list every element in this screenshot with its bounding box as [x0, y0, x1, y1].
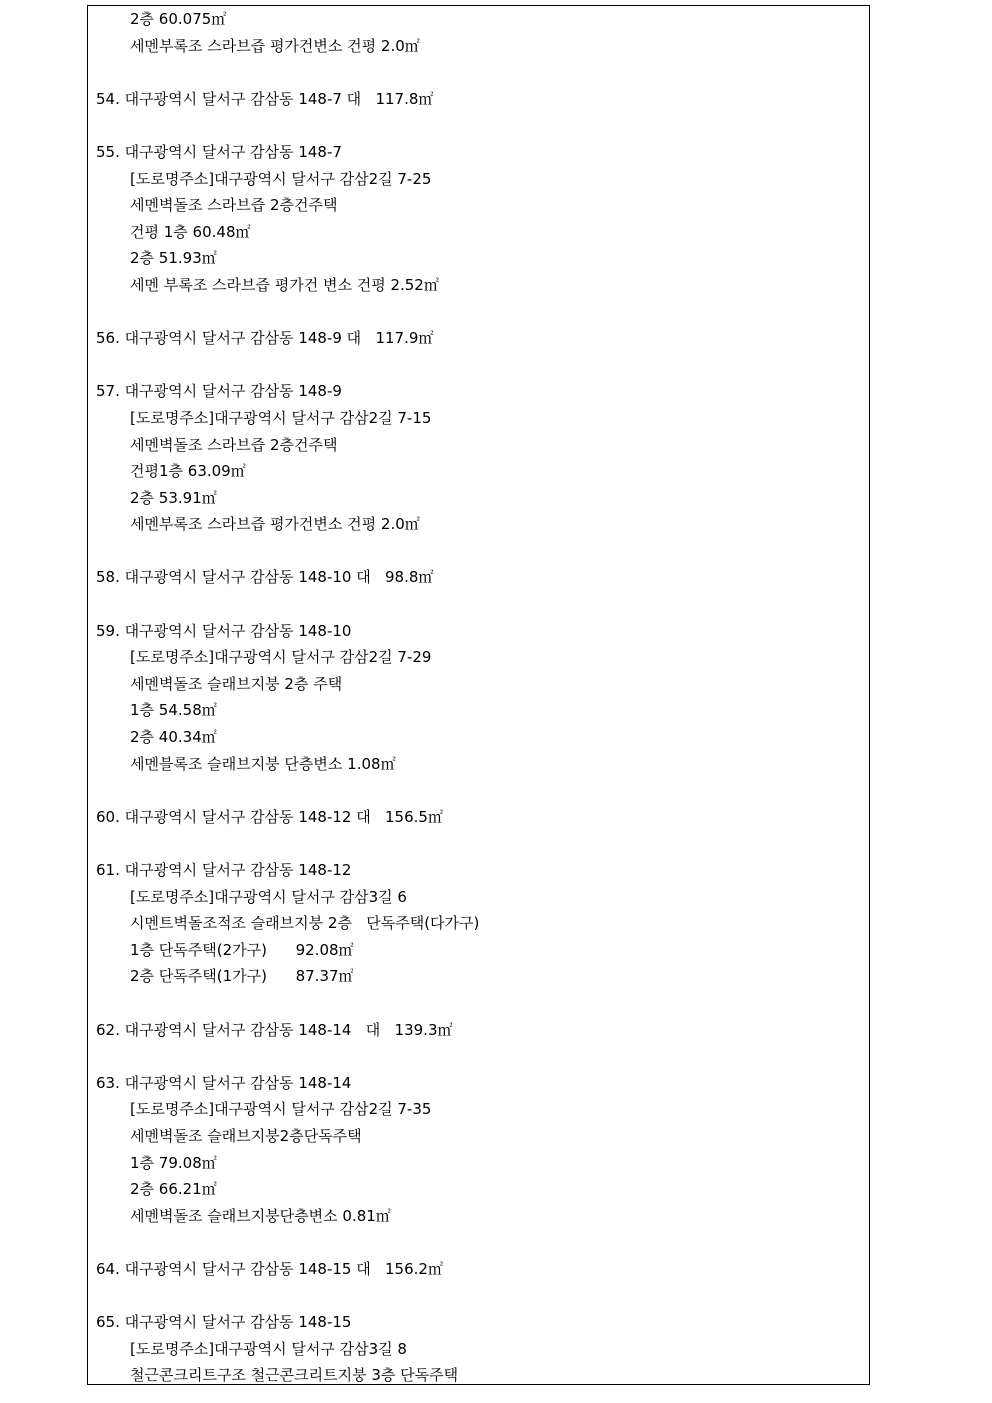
- property-detail-line: 2층 단독주택(1가구) 87.37㎡: [130, 967, 354, 986]
- blank-line: [96, 1229, 861, 1256]
- property-detail-line: 2층 53.91㎡: [130, 488, 217, 507]
- blank-line: [96, 830, 861, 857]
- property-detail-line: 세멘블록조 슬래브지붕 단층변소 1.08㎡: [130, 754, 396, 773]
- property-entry-line: 55. 대구광역시 달서구 감삼동 148-7: [96, 142, 342, 161]
- property-entry-line: 56. 대구광역시 달서구 감삼동 148-9 대 117.9㎡: [96, 329, 434, 348]
- blank-line: [96, 538, 861, 565]
- blank-line: [96, 990, 861, 1017]
- blank-line: [96, 352, 861, 379]
- property-entry-line: 64. 대구광역시 달서구 감삼동 148-15 대 156.2㎡: [96, 1259, 443, 1278]
- property-detail-line: [도로명주소]대구광역시 달서구 감삼3길 6: [130, 887, 407, 906]
- property-detail-line: 시멘트벽돌조적조 슬래브지붕 2층 단독주택(다가구): [130, 914, 480, 933]
- blank-line: [96, 1283, 861, 1310]
- property-detail-line: 건평 1층 60.48㎡: [130, 222, 251, 241]
- property-entry-line: 57. 대구광역시 달서구 감삼동 148-9: [96, 382, 342, 401]
- property-detail-line: [도로명주소]대구광역시 달서구 감삼2길 7-15: [130, 408, 432, 427]
- property-detail-line: 세멘벽돌조 스라브즙 2층건주택: [130, 196, 338, 215]
- property-detail-line: 2층 66.21㎡: [130, 1180, 217, 1199]
- property-entry-line: 63. 대구광역시 달서구 감삼동 148-14: [96, 1073, 352, 1092]
- property-detail-line: 세멘벽돌조 슬래브지붕단층변소 0.81㎡: [130, 1206, 391, 1225]
- property-detail-line: 1층 54.58㎡: [130, 701, 217, 720]
- property-entry-line: 60. 대구광역시 달서구 감삼동 148-12 대 156.5㎡: [96, 807, 443, 826]
- property-detail-line: 세멘부록조 스라브즙 평가건변소 건평 2.0㎡: [130, 36, 420, 55]
- property-detail-line: 철근콘크리트구조 철근콘크리트지붕 3층 단독주택: [130, 1366, 459, 1385]
- property-entry-line: 54. 대구광역시 달서구 감삼동 148-7 대 117.8㎡: [96, 89, 434, 108]
- blank-line: [96, 777, 861, 804]
- property-entry-line: 59. 대구광역시 달서구 감삼동 148-10: [96, 621, 352, 640]
- property-detail-line: [도로명주소]대구광역시 달서구 감삼3길 8: [130, 1339, 407, 1358]
- property-detail-line: 세멘 부록조 스라브즙 평가건 변소 건평 2.52㎡: [130, 275, 439, 294]
- property-detail-line: [도로명주소]대구광역시 달서구 감삼2길 7-25: [130, 169, 432, 188]
- property-detail-line: 2층 51.93㎡: [130, 249, 217, 268]
- property-detail-line: 1층 단독주택(2가구) 92.08㎡: [130, 940, 354, 959]
- property-detail-line: 세멘부록조 스라브즙 평가건변소 건평 2.0㎡: [130, 515, 420, 534]
- property-entry-line: 62. 대구광역시 달서구 감삼동 148-14 대 139.3㎡: [96, 1020, 453, 1039]
- property-entry-line: 65. 대구광역시 달서구 감삼동 148-15: [96, 1313, 352, 1332]
- blank-line: [96, 112, 861, 139]
- document-page-frame: [87, 5, 870, 1385]
- property-entry-line: 61. 대구광역시 달서구 감삼동 148-12: [96, 861, 352, 879]
- property-detail-line: 세멘벽돌조 스라브즙 2층건주택: [130, 435, 338, 454]
- property-detail-line: 세멘벽돌조 슬래브지붕 2층 주택: [130, 674, 343, 693]
- blank-line: [96, 591, 861, 618]
- property-detail-line: 2층 40.34㎡: [130, 728, 217, 747]
- blank-line: [96, 299, 861, 326]
- property-detail-line: 2층 60.075㎡: [130, 10, 227, 28]
- blank-line: [96, 59, 861, 86]
- property-list: [96, 6, 861, 1385]
- property-detail-line: 건평1층 63.09㎡: [130, 462, 246, 481]
- property-detail-line: 세멘벽돌조 슬래브지붕2층단독주택: [130, 1126, 362, 1145]
- blank-line: [96, 1043, 861, 1070]
- property-detail-line: 1층 79.08㎡: [130, 1153, 217, 1172]
- property-detail-line: [도로명주소]대구광역시 달서구 감삼2길 7-35: [130, 1100, 432, 1119]
- property-entry-line: 58. 대구광역시 달서구 감삼동 148-10 대 98.8㎡: [96, 568, 434, 587]
- property-detail-line: [도로명주소]대구광역시 달서구 감삼2길 7-29: [130, 648, 432, 667]
